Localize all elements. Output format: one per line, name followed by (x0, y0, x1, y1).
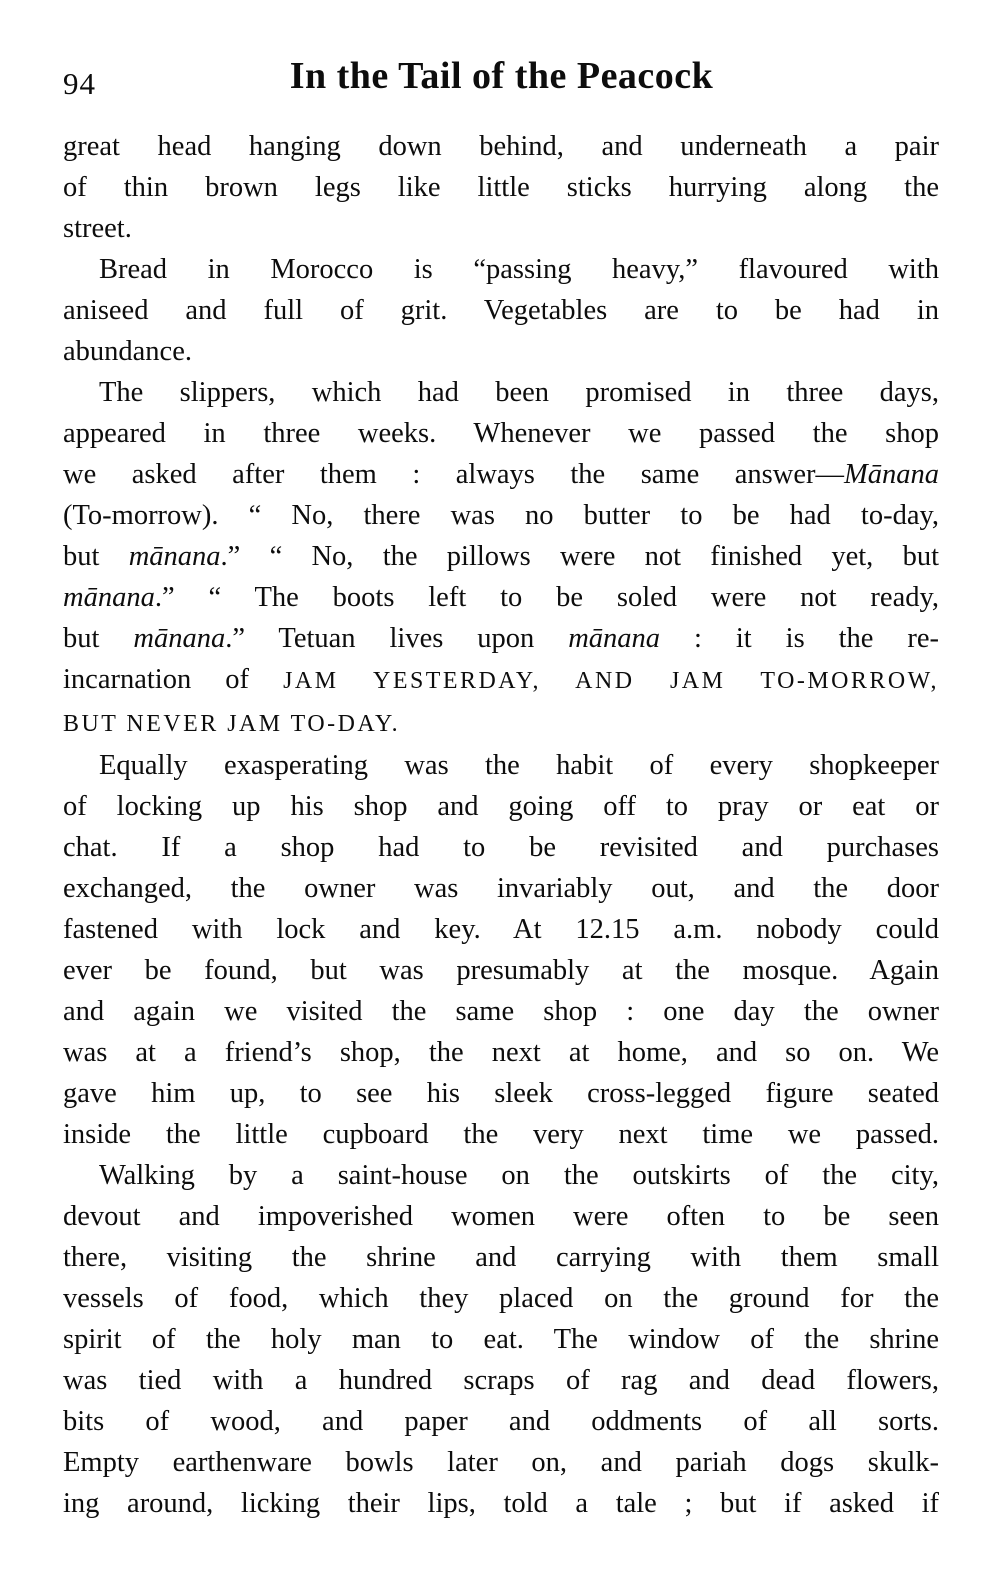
text-segment: was at a friend’s shop, the next at home, and so on. We (63, 1037, 939, 1068)
text-segment-caps: BUT NEVER JAM TO-DAY. (63, 711, 401, 737)
text-line (63, 1360, 939, 1401)
text-segment: ever be found, but was presumably at the mosque. Again (63, 955, 939, 986)
text-segment: Equally exasperating was the habit of every shopkeeper (99, 750, 939, 781)
text-segment: abundance. (63, 336, 192, 367)
text-line (63, 372, 939, 413)
text-segment: great head hanging down behind, and underneath a pair (63, 131, 939, 162)
text-segment: Bread in Morocco is “passing heavy,” flavoured with (99, 254, 939, 285)
text-line (63, 126, 939, 167)
text-line (63, 1319, 939, 1360)
text-segment-italic: mānana (63, 582, 155, 613)
text-segment: Walking by a saint-house on the outskirts of the city, (99, 1160, 939, 1191)
text-line (63, 249, 939, 290)
text-line (63, 618, 939, 659)
text-line (63, 868, 939, 909)
text-line (63, 1278, 939, 1319)
text-line (63, 536, 939, 577)
text-line (63, 991, 939, 1032)
text-line (63, 827, 939, 868)
text-line (63, 167, 939, 208)
text-line (63, 495, 939, 536)
text-line (63, 909, 939, 950)
text-segment: gave him up, to see his sleek cross-legged figure seated (63, 1078, 939, 1109)
text-segment-caps: JAM YESTERDAY, AND JAM TO-MORROW, (283, 668, 939, 694)
text-line (63, 702, 939, 745)
text-segment: fastened with lock and key. At 12.15 a.m. nobody could (63, 914, 939, 945)
page-number: 94 (63, 66, 96, 101)
text-line (63, 1114, 939, 1155)
text-segment-italic: Mānana (844, 459, 939, 490)
text-segment: of locking up his shop and going off to pray or eat or (63, 791, 939, 822)
text-segment-italic: mānana (128, 541, 221, 572)
page-body (63, 126, 939, 1524)
text-line (63, 1155, 939, 1196)
text-line (63, 208, 939, 249)
text-line (63, 290, 939, 331)
text-segment: exchanged, the owner was invariably out, and the door (63, 873, 939, 904)
text-segment: .” Tetuan lives upon (225, 623, 569, 654)
text-segment-italic: mānana (133, 623, 226, 654)
text-segment: and again we visited the same shop : one day the owner (63, 996, 939, 1027)
text-segment: of thin brown legs like little sticks hurrying along the (63, 172, 939, 203)
text-segment: but (63, 623, 134, 654)
text-line (63, 331, 939, 372)
text-line (63, 786, 939, 827)
text-line (63, 577, 939, 618)
text-segment: inside the little cupboard the very next time we passed. (63, 1119, 939, 1150)
text-segment: (To-morrow). “ No, there was no butter to be had to-day, (63, 500, 939, 531)
text-segment: street. (63, 213, 132, 244)
text-line (63, 1401, 939, 1442)
text-segment: : it is the re- (660, 623, 939, 654)
text-segment: but (63, 541, 129, 572)
text-line (63, 1237, 939, 1278)
text-line (63, 745, 939, 786)
text-line (63, 454, 939, 495)
text-segment: incarnation of (63, 664, 284, 695)
text-line (63, 1483, 939, 1524)
text-line (63, 659, 939, 702)
text-line (63, 1032, 939, 1073)
text-segment: appeared in three weeks. Whenever we passed the shop (63, 418, 939, 449)
text-line (63, 950, 939, 991)
text-segment-italic: mānana (568, 623, 661, 654)
text-segment: chat. If a shop had to be revisited and purchases (63, 832, 939, 863)
text-line (63, 413, 939, 454)
text-segment: The slippers, which had been promised in three days, (99, 377, 939, 408)
text-segment: .” “ The boots left to be soled were not ready, (154, 582, 939, 613)
text-line (63, 1442, 939, 1483)
text-segment: vessels of food, which they placed on the ground for the (63, 1283, 939, 1314)
text-segment: bits of wood, and paper and oddments of all sorts. (63, 1406, 939, 1437)
text-segment: we asked after them : always the same answer— (63, 459, 844, 490)
text-segment: there, visiting the shrine and carrying with them small (63, 1242, 939, 1273)
text-segment: .” “ No, the pillows were not finished yet, but (220, 541, 939, 572)
text-segment: Empty earthenware bowls later on, and pariah dogs skulk- (63, 1447, 939, 1478)
running-header (63, 54, 940, 114)
text-segment: aniseed and full of grit. Vegetables are to be had in (63, 295, 939, 326)
text-line (63, 1073, 939, 1114)
text-line (63, 1196, 939, 1237)
running-header-title: In the Tail of the Peacock (289, 55, 714, 97)
text-segment: ing around, licking their lips, told a tale ; but if asked if (63, 1488, 939, 1519)
text-segment: spirit of the holy man to eat. The window of the shrine (63, 1324, 939, 1355)
text-segment: devout and impoverished women were often to be seen (63, 1201, 939, 1232)
text-segment: was tied with a hundred scraps of rag and dead flowers, (63, 1365, 939, 1396)
